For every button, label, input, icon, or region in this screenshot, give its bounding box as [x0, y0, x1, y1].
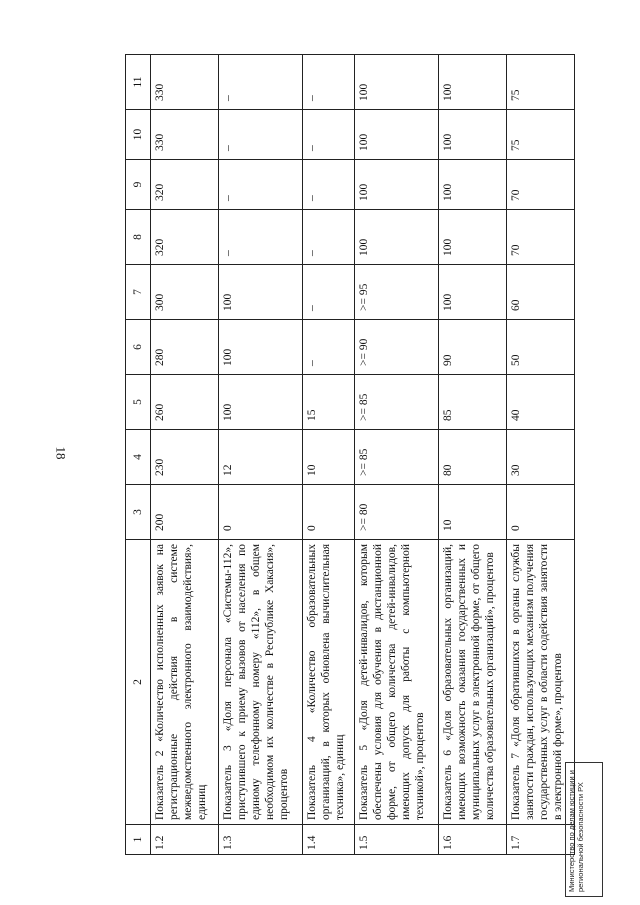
indicator-value: 10: [302, 430, 354, 485]
row-number: 1.7: [506, 825, 574, 855]
indicator-value: >= 80: [355, 485, 439, 540]
indicators-table: [125, 54, 575, 855]
indicator-value: 0: [302, 485, 354, 540]
header-row: [126, 55, 151, 855]
column-header: 8: [126, 210, 151, 265]
page-number: 18: [53, 446, 69, 460]
indicator-value: –: [302, 110, 354, 160]
indicator-value: 75: [506, 110, 574, 160]
indicator-value: >= 85: [355, 375, 439, 430]
indicator-value: 230: [151, 430, 219, 485]
indicator-value: 75: [506, 55, 574, 110]
indicator-value: >= 95: [355, 265, 439, 320]
indicator-description: Показатель 3 «Доля персонала «Системы-112», приступившего к приему вызовов от населения по единому телефонному номеру «112», в общем необходимом их количестве в Республике Хакасия», процентов: [219, 540, 303, 825]
table-row: [302, 55, 354, 855]
indicator-value: 320: [151, 210, 219, 265]
indicator-value: –: [302, 55, 354, 110]
indicator-description: Показатель 2 «Количество исполненных заявок на регистрационные действия в системе межведомственного электронного взаимодействия», единиц: [151, 540, 219, 825]
column-header: 7: [126, 265, 151, 320]
indicator-value: –: [302, 265, 354, 320]
indicator-description: Показатель 4 «Количество образовательных организаций, в которых обновлена вычислительная техника», единиц: [302, 540, 354, 825]
indicator-value: 100: [355, 55, 439, 110]
table-row: [506, 55, 574, 855]
rotated-table-container: [125, 55, 575, 855]
indicator-value: 200: [151, 485, 219, 540]
indicator-value: 100: [438, 160, 506, 210]
column-header: 4: [126, 430, 151, 485]
indicator-value: 280: [151, 320, 219, 375]
indicator-value: –: [302, 210, 354, 265]
row-number: 1.2: [151, 825, 219, 855]
column-header: 5: [126, 375, 151, 430]
table-row: [438, 55, 506, 855]
indicator-value: 70: [506, 160, 574, 210]
indicator-value: 320: [151, 160, 219, 210]
indicator-value: –: [219, 55, 303, 110]
row-number: 1.3: [219, 825, 303, 855]
indicator-value: 330: [151, 55, 219, 110]
indicator-value: 100: [219, 375, 303, 430]
indicator-value: 100: [219, 265, 303, 320]
indicator-value: 100: [438, 265, 506, 320]
indicator-value: >= 90: [355, 320, 439, 375]
indicator-value: >= 85: [355, 430, 439, 485]
column-header: 2: [126, 540, 151, 825]
indicator-value: 0: [506, 485, 574, 540]
indicator-description: Показатель 6 «Доля образовательных организаций, имеющих возможность оказания государственных и муниципальных услуг в электронной форме, от общего количества образовательных организаций», процентов: [438, 540, 506, 825]
indicator-value: 100: [219, 320, 303, 375]
indicator-value: 100: [438, 55, 506, 110]
indicator-value: 90: [438, 320, 506, 375]
row-number: 1.4: [302, 825, 354, 855]
indicator-value: 85: [438, 375, 506, 430]
indicator-value: 60: [506, 265, 574, 320]
column-header: 6: [126, 320, 151, 375]
indicator-value: –: [219, 160, 303, 210]
indicator-description: Показатель 7 «Доля обратившихся в органы службы занятости граждан, использующих механизм получения государственных услуг в области содействия занятости в электронной форме», процентов: [506, 540, 574, 825]
table-row: [355, 55, 439, 855]
indicator-value: 100: [438, 110, 506, 160]
stamp: [565, 762, 625, 897]
indicator-value: 12: [219, 430, 303, 485]
table-row: [151, 55, 219, 855]
column-header: 9: [126, 160, 151, 210]
row-number: 1.6: [438, 825, 506, 855]
indicator-value: –: [302, 320, 354, 375]
indicator-value: –: [219, 110, 303, 160]
stamp-text: Министерство по делам юстиции и региональной безопасности РХ: [565, 762, 603, 897]
indicator-value: 50: [506, 320, 574, 375]
indicator-value: 100: [355, 160, 439, 210]
table-row: [219, 55, 303, 855]
row-number: 1.5: [355, 825, 439, 855]
indicator-value: 0: [219, 485, 303, 540]
indicator-value: 260: [151, 375, 219, 430]
column-header: 10: [126, 110, 151, 160]
column-header: 11: [126, 55, 151, 110]
indicator-value: 100: [355, 210, 439, 265]
indicator-value: 100: [438, 210, 506, 265]
indicator-value: 40: [506, 375, 574, 430]
column-header: 1: [126, 825, 151, 855]
indicator-value: 300: [151, 265, 219, 320]
indicator-value: 10: [438, 485, 506, 540]
indicator-value: 15: [302, 375, 354, 430]
indicator-value: 80: [438, 430, 506, 485]
indicator-description: Показатель 5 «Доля детей-инвалидов, которым обеспечены условия для обучения в дистанционной форме, от общего количества детей-инвалидов, имеющих допуск для работы с компьютерной техникой», процентов: [355, 540, 439, 825]
indicator-value: –: [219, 210, 303, 265]
indicator-value: –: [302, 160, 354, 210]
indicator-value: 70: [506, 210, 574, 265]
indicator-value: 100: [355, 110, 439, 160]
column-header: 3: [126, 485, 151, 540]
indicator-value: 330: [151, 110, 219, 160]
indicator-value: 30: [506, 430, 574, 485]
